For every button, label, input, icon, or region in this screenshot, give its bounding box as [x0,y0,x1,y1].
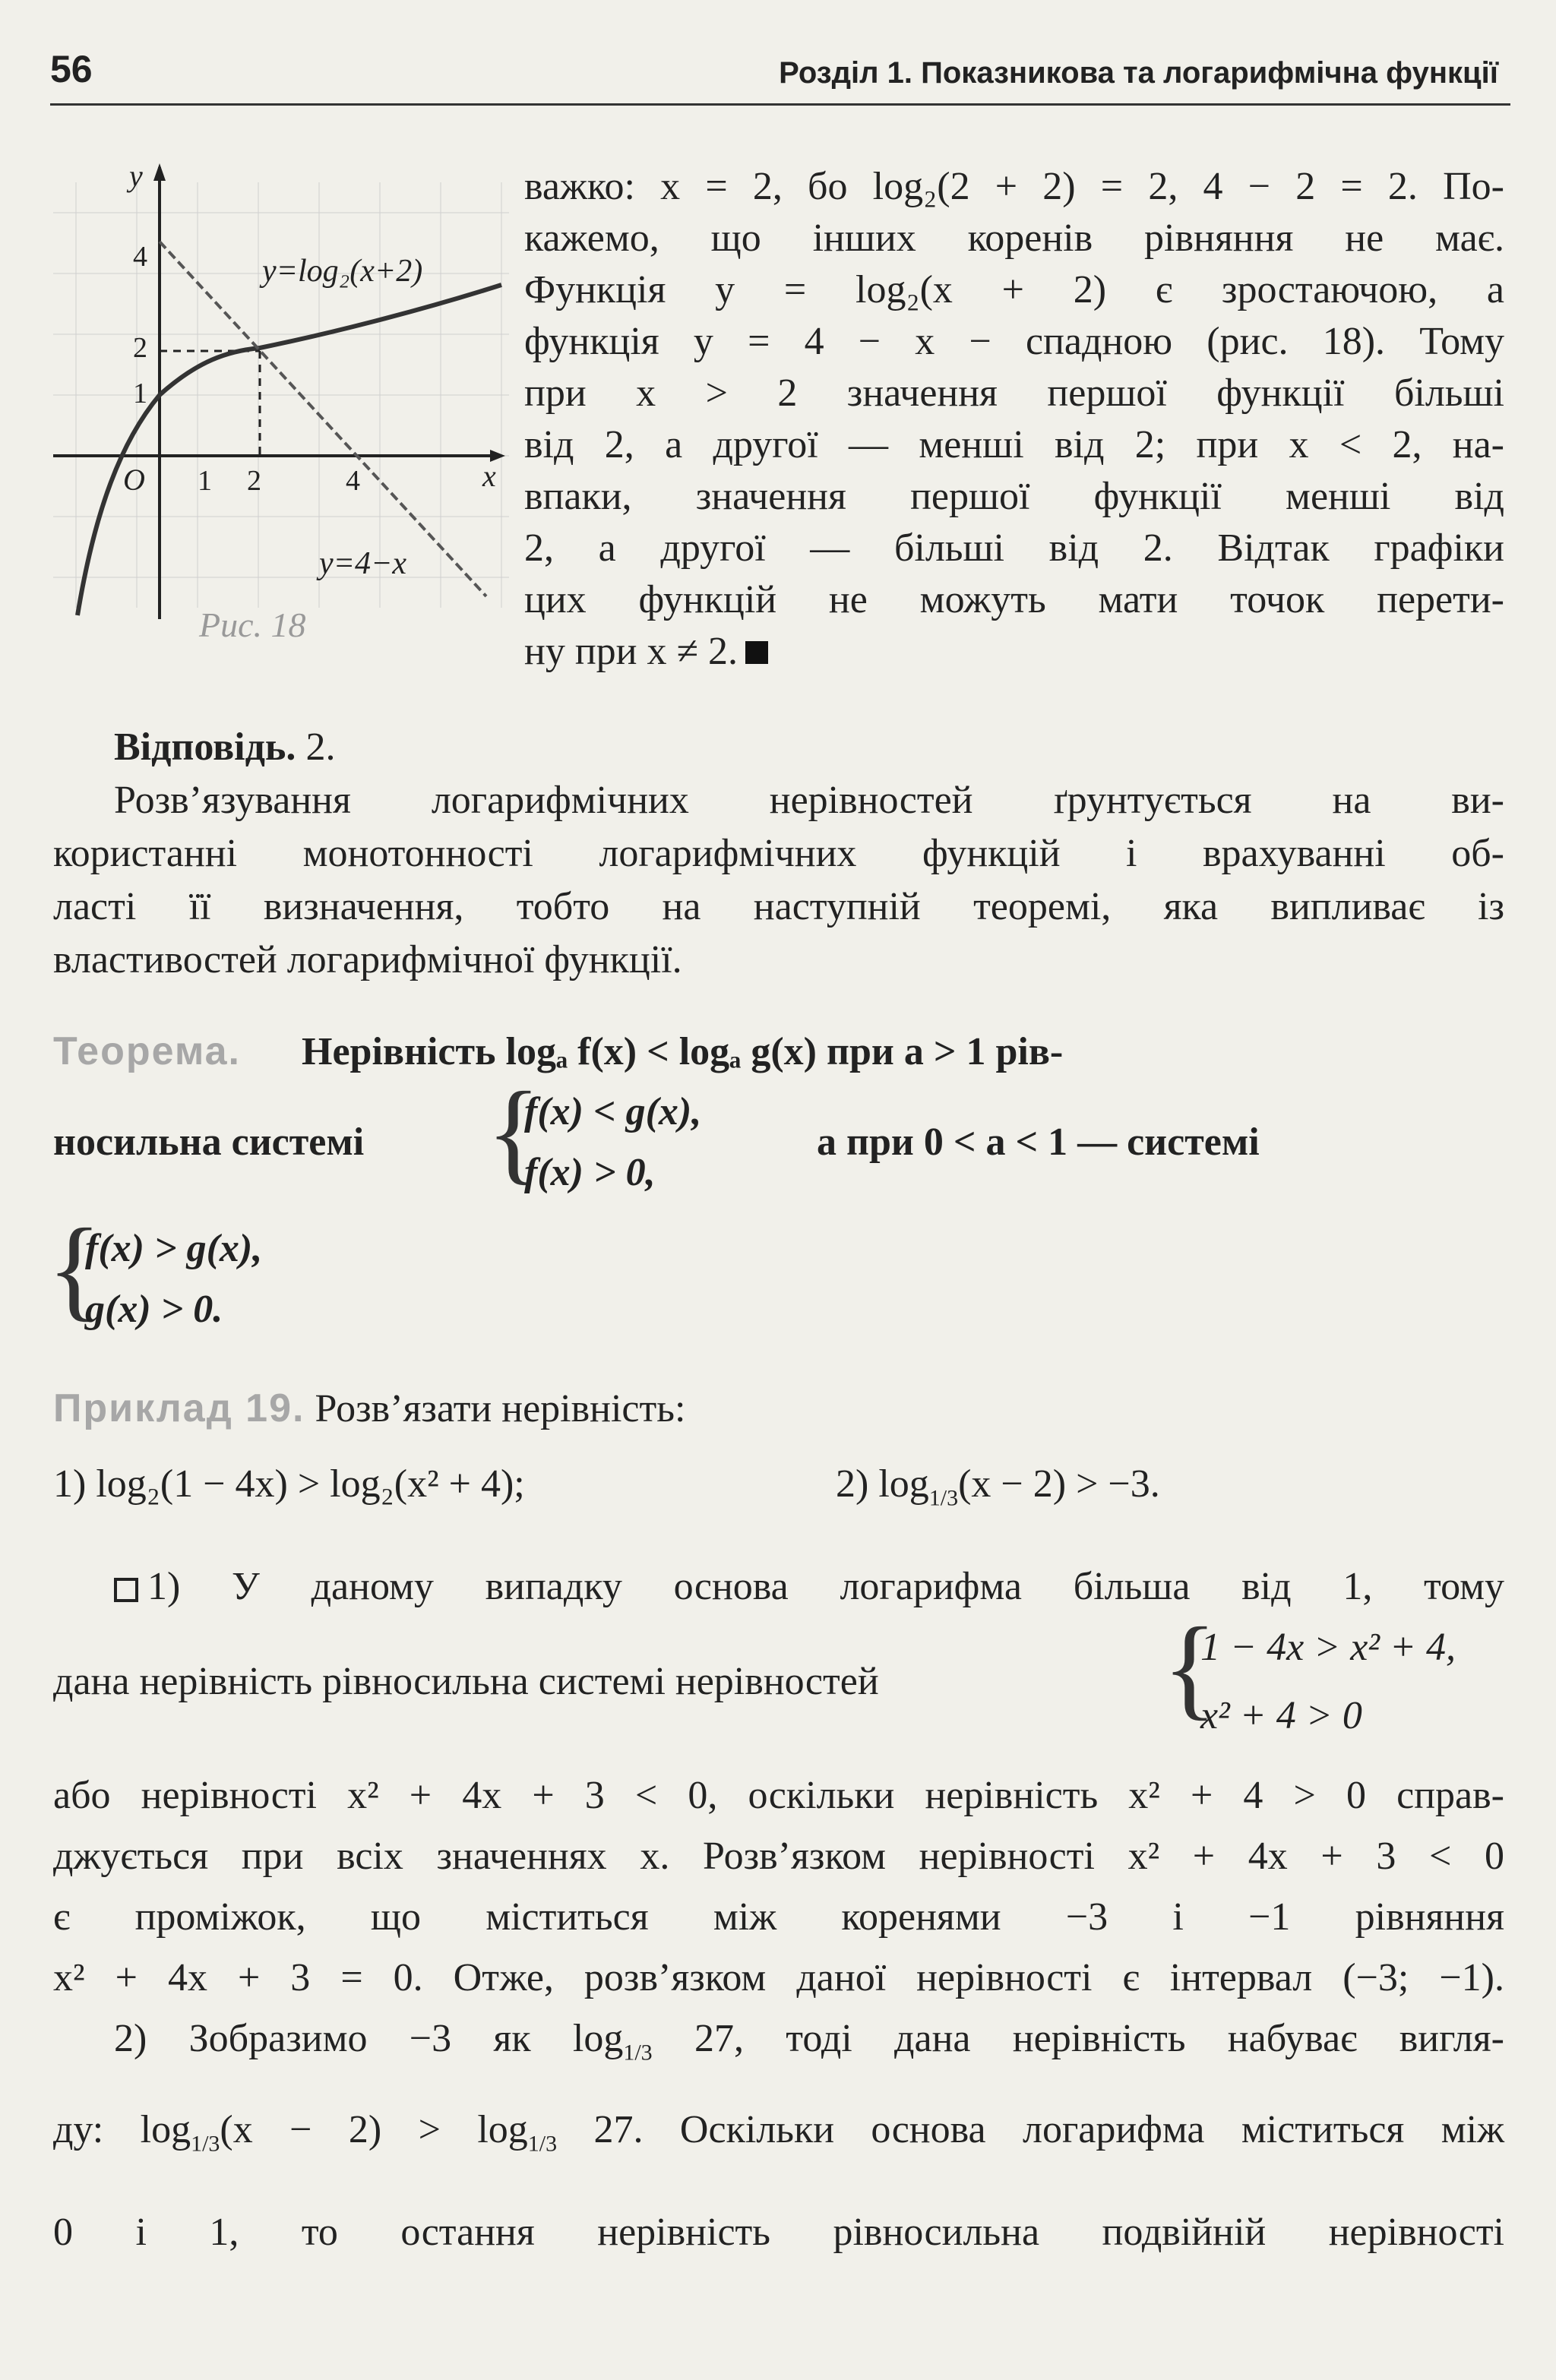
solution-2-line-2a: ду: log [53,2108,191,2151]
y-tick-2: 2 [133,332,147,364]
right-column-line-10 [524,626,768,678]
solution-2-line-2b: (x − 2) > log [220,2108,528,2151]
solution-1-rest-line-2: джується при всіх значеннях x. Розв’язком нерівності x² + 4x + 3 < 0 [53,1835,1504,1878]
answer-label: Відповідь. [114,725,296,769]
header-rule [50,103,1510,106]
solution-2-line-3: 0 і 1, то остання нерівність рівносильна подвійній нерівності [53,2211,1504,2254]
system-1-row-2: f(x) > 0, [524,1151,656,1194]
x-tick-1: 1 [198,465,212,497]
right-column-line-9: цих функцій не можуть мати точок перети- [524,578,1504,621]
solution-2-line-1a: 2) Зобразимо −3 як log [114,2017,624,2060]
solution-2-line-2c: 27. Оскільки основа логарифма міститься між [557,2108,1505,2151]
origin-label: O [123,463,145,497]
solution-1-rest-line-4: x² + 4x + 3 = 0. Отже, розв’язком даної нерівності є інтервал (−3; −1). [53,1956,1504,1999]
figure-18-graph [53,152,509,668]
intro-line-3: ласті її визначення, тобто на наступній теоремі, яка випливає із [53,885,1504,928]
log-curve-label: y=log₂(x+2) [262,254,423,289]
solution-start-icon [114,1578,138,1602]
solution-2-base-2: 1/3 [191,2131,220,2157]
system-2-row-2: g(x) > 0. [85,1288,223,1331]
right-column-line-2: кажемо, що інших коренів рівняння не має. [524,217,1504,260]
x-axis-label: x [482,459,496,493]
right-column-line-1: важко: x = 2, бо log₂(2 + 2) = 2, 4 − 2 = 2. По- [524,165,1504,208]
example-item-2-log: 2) log [836,1462,929,1506]
example-heading [53,1383,685,1436]
solution-1-line-2: дана нерівність рівносильна системі нерівностей [53,1660,879,1703]
right-column-line-6: від 2, а другої — менші від 2; при x < 2, на- [524,423,1504,466]
answer-value: 2. [305,725,336,769]
right-column-line-7: впаки, значення першої функції менші від [524,475,1504,518]
line-4-minus-x [160,242,486,596]
solution-2-line-2 [53,2104,1504,2159]
system-brace-2: { [47,1206,102,1332]
intro-line-2: користанні монотонності логарифмічних функцій і врахуванні об- [53,832,1504,875]
y-axis-arrow [153,163,166,181]
figure-caption: Рис. 18 [199,605,306,644]
intro-line-1: Розв’язування логарифмічних нерівностей ґрунтується на ви- [114,779,1504,822]
right-column-line-3: Функція y = log₂(x + 2) є зростаючою, а [524,268,1504,311]
right-column-line-10-text: ну при x ≠ 2. [524,630,738,673]
system-2-row-1: f(x) > g(x), [85,1227,263,1270]
solution-1-line-1-text: 1) У даному випадку основа логарифма більша від 1, тому [147,1565,1504,1608]
answer-line [114,722,335,774]
right-column-line-8: 2, а другої — більші від 2. Відтак графіки [524,526,1504,570]
solution-system-row-1: 1 − 4x > x² + 4, [1200,1626,1456,1669]
intro-line-4: властивостей логарифмічної функції. [53,938,682,981]
section-title: Розділ 1. Показникова та логарифмічна функції [779,56,1498,90]
solution-1-rest-line-1: або нерівності x² + 4x + 3 < 0, оскільки нерівність x² + 4 > 0 справ- [53,1774,1504,1817]
x-tick-4: 4 [346,465,360,497]
system-1-row-1: f(x) < g(x), [524,1090,702,1133]
example-label: Приклад 19. [53,1386,305,1430]
x-tick-2: 2 [247,465,261,497]
theorem-statement: Нерівність logₐ f(x) < logₐ g(x) при a > 1 рів- [302,1030,1064,1073]
theorem-label: Теорема. [53,1029,242,1073]
theorem-line-2-right: а при 0 < a < 1 — системі [817,1120,1260,1164]
right-column-line-4: функція y = 4 − x − спадною (рис. 18). Тому [524,320,1504,363]
right-column-line-5: при x > 2 значення першої функції більші [524,371,1504,415]
example-item-2-base: 1/3 [928,1485,959,1511]
example-item-2 [836,1459,1160,1513]
y-tick-1: 1 [133,378,147,409]
y-tick-4: 4 [133,241,147,273]
line-label: y=4−x [319,546,406,581]
y-axis-label: y [129,159,143,193]
solution-2-line-1 [114,2013,1504,2068]
end-of-proof-icon [745,641,768,664]
solution-2-base-3: 1/3 [527,2131,558,2157]
page-number: 56 [50,48,93,90]
theorem-line-2-left: носильна системі [53,1120,365,1164]
system-brace-1: { [486,1069,541,1195]
example-task: Розв’язати нерівність: [315,1387,686,1430]
example-item-2-rest: (x − 2) > −3. [958,1462,1160,1506]
example-item-1: 1) log₂(1 − 4x) > log₂(x² + 4); [53,1462,525,1506]
solution-1-rest-line-3: є проміжок, що міститься між коренями −3 і −1 рівняння [53,1895,1504,1939]
solution-2-base-1: 1/3 [623,2040,653,2066]
solution-2-line-1b: 27, тоді дана нерівність набуває вигля- [652,2017,1504,2060]
system-brace-3: { [1162,1604,1217,1730]
theorem-line-1 [53,1026,1504,1079]
solution-system-row-2: x² + 4 > 0 [1200,1694,1362,1737]
solution-1-line-1 [114,1561,1504,1614]
